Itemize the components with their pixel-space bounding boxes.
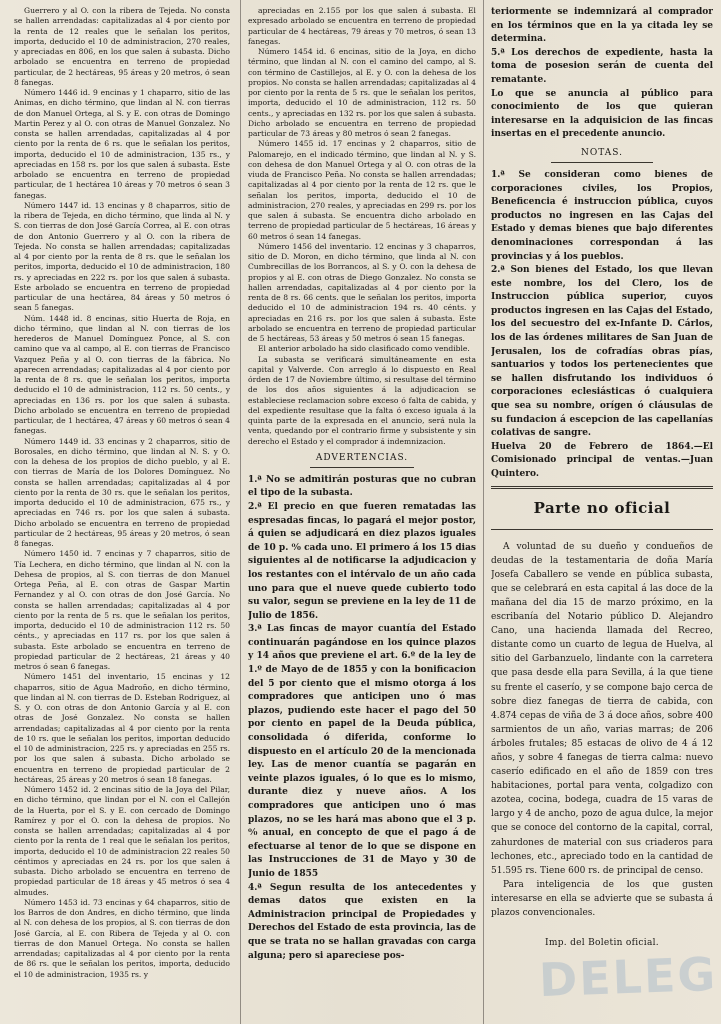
watermark-stamp: DELEG	[538, 946, 718, 1008]
paragraph: Número 1446 id. 9 encinas y 1 chaparro, sitio de las Animas, en dicho término, que lindan al N. con tierras de don Manuel Ortega, al S. y E. con otras de Domingo Martin Perez y al O. con otras de Manuel Gonzalez. No consta se hallen arrendadas, capitalizadas al 4 por ciento por la renta de 6 rs. que le señalan los peritos, importa, deducido el 10 de administracion, 135 rs., y apreciadas en 158 rs. por los que salen á subasta. Este arbolado se encuentra en terreno de propiedad particular, de 1 hectárea 10 áreas y 70 metros ó sean 3 fanegas.	[14, 88, 230, 200]
paragraph: Núm. 1448 id. 8 encinas, sitio Huerta de Roja, en dicho término, que lindan al N. con tierras de los herederos de Manuel Domínguez Ponce, al S. con camino que va al campo, al E. con tierras de Francisco Vazquez Peña y al O. con tierras de la fábrica. No aparecen arrendadas; capitalizadas al 4 por ciento por la renta de 8 rs. que le señalan los peritos, importa deducido el 10 de administracion, 112 rs. 50 cents., y apreciadas en 136 rs. por los que salen á subasta. Dicho arbolado se encuentra en terreno de propiedad particular, de 1 hectárea, 47 áreas y 60 metros ó sean 4 fanegas.	[14, 313, 230, 436]
paragraph: 5.ª Los derechos de expediente, hasta la toma de posesion serán de cuenta del rematante.	[491, 47, 713, 85]
heading-rule	[551, 162, 653, 163]
nota-item: 2.ª Son bienes del Estado, los que llevan este nombre, los del Clero, los de Instruccion pública superior, cuyos productos ingresen en las Cajas del Estado, los del secuestro del ex-Infante D. Cárlos, los de las órdenes militares de San Juan de Jerusalen, los de cofradías obras pías, santuarios y todos los pertenecientes que se hallen disfrutando los individuos ó corporaciones eclesiásticas ó cualquiera que sea su nombre, orígen ó cláusulas de su fundacion á escepcion de las capellanías colativas de sangre.	[491, 265, 713, 439]
paragraph: Número 1451 del inventario, 15 encinas y 12 chaparros, sitio de Agua Madroño, en dicho término, que lindan al N. con tierras de D. Esteban Rodriguez, al S. y O. con otras de don Antonio García y al E. con otras de José Gonzalez. No consta se hallen arrendadas; capitalizadas al 4 por ciento por la renta de 10 rs. que le señalan los peritos, importan deducido el 10 de administracion, 225 rs. y apreciadas en 255 rs. por los que salen á subasta. Dicho arbolado se encuentra en terreno de propiedad particular de 2 hectáreas, 25 áreas y 20 metros ó sean 18 fanegas.	[14, 672, 230, 784]
paragraph: Número 1456 del inventario. 12 encinas y 3 chaparros, sitio de D. Moron, en dicho término, que linda al N. con Cumbrecillas de los Borrancos, al S. y O. con la dehesa de propios y al E. con otras de Diego Gonzalez. No consta se hallen arrendadas, capitalizadas al 4 por ciento por la renta de 8 rs. 66 cents. que le señalan los peritos, importa deducido el 10 de administracion 194 rs. 40 cénts. y apreciadas en 216 rs. por los que salen á subasta. Este arbolado se encuentra en terreno de propiedad particular de 5 hectáreas, 53 áreas y 50 metros ó sean 15 fanegas.	[248, 241, 476, 343]
nota-item: 1.ª Se consideran como bienes de corporaciones civiles, los Propios, Beneficencia é instruccion pública, cuyos productos no ingresen en las Cajas del Estado y demas bienes que bajo diferentes denominaciones correspondan á las provincias y á los pueblos.	[491, 169, 713, 262]
paragraph: Guerrero y al O. con la ribera de Tejeda. No consta se hallen arrendadas: capitalizadas al 4 por ciento por la renta de 12 reales que le señalan los peritos, importa, deducido el 10 de administracion, 270 reales, y apreciadas en 806, en los que salen á subasta. Dicho arbolado se encuentra en terreno de propiedad particular, de 2 hectáreas, 95 áreas y 20 metros, ó sean 8 fanegas.	[14, 6, 230, 87]
advertencia-item: 2.ª El precio en que fueren rematadas las espresadas fincas, lo pagará el mejor postor, á quien se adjudicará en diez plazos iguales de 10 p. ⁰⁄₀ cada uno. El primero á los 15 dias siguientes al de notificarse la adjudicacion y los restantes con el intérvalo de un año cada uno para que el nueve quede cubierto todo su valor, segun se previene en la ley de 11 de Julio de 1856.	[248, 501, 476, 621]
column-right	[491, 6, 713, 948]
sale-notice	[491, 540, 713, 921]
paragraph: Número 1453 id. 73 encinas y 64 chaparros, sitio de los Barros de don Andres, en dicho término, que linda al N. con dehesa de los propios, al S. con tierras de don José García, al E. con Ribera de Tejeda y al O. con tierras de don Manuel Ortega. No consta se hallen arrendadas; capitalizadas al 4 por ciento por la renta de 86 rs. que le señalan los peritos, importa, deducido el 10 de administracion, 1935 rs. y	[14, 897, 230, 979]
paragraph: teriormente se indemnizará al comprador en los términos que en la ya citada ley se determina.	[491, 7, 713, 45]
advertencia-item: 1.ª No se admitirán posturas que no cubran el tipo de la subasta.	[248, 474, 476, 499]
paragraph: Número 1455 id. 17 encinas y 2 chaparros, sitio de Palomarejo, en el indicado término, que lindan al N. y S. con dehesa de don Manuel Ortega y al O. con otras de la viuda de Francisco Peña. No consta se hallen arrendadas; capitalizadas al 4 por ciento por la renta de 12 rs. que le señalan los peritos, importa, deducido el 10 de administracion, 270 reales, y apreciadas en 299 rs. por los que salen á subasta. Se encuentra dicho arbolado en terreno de propiedad particular de 5 hectáreas, 16 áreas y 60 metros ó sean 14 fanegas.	[248, 139, 476, 241]
notas-heading: NOTAS.	[581, 147, 623, 158]
advertencias-heading: ADVERTENCIAS.	[315, 452, 409, 463]
column-middle	[248, 6, 476, 963]
advertencia-item: 3.ª Las fincas de mayor cuantía del Estado continuarán pagándose en los quince plazos y 14 años que previene el art. 6.º de la ley de 1.º de Mayo de de 1855 y con la bonificacion del 5 por ciento que el mismo otorga á los compradores que anticipen uno ó mas plazos, pudiendo este hacer el pago del 50 por ciento en papel de la Deuda pública, consolidada ó diferida, conforme lo dispuesto en el artículo 20 de la mencionada ley. Las de menor cuantía se pagarán en veinte plazos iguales, ó lo que es lo mismo, durante diez y nueve años. A los compradores que anticipen uno ó mas plazos, no se les hará mas abono que el 3 p. ⁰⁄₀ anual, en concepto de que el pago á de efectuarse al tenor de lo que se dispone en las Instrucciones de 31 de Mayo y 30 de Junio de 1855	[248, 624, 476, 879]
section-divider	[491, 529, 713, 530]
paragraph: El anterior arbolado ha sido clasificado como vendible.	[258, 344, 470, 354]
section-title: Parte no oficial	[533, 498, 671, 517]
paragraph: Número 1454 id. 6 encinas, sitio de la Joya, en dicho término, que lindan al N. con el camino del campo, al S. con término de Castillejos, al E. y O. con la dehesa de los propios. No consta se hallen arrendadas; capitalizadas al 4 por ciento por la renta de 5 rs. que le señalan los peritos, importa, deducido el 10 de administracion, 112 rs. 50 cents., y apreciadas en 132 rs. por los que salen á subasta. Dicho arbolado se encuentra en terreno de propiedad particular de 73 áreas y 80 metros ó sean 2 fanegas.	[248, 47, 476, 138]
advertencias-list	[248, 474, 476, 963]
section-divider	[491, 486, 713, 489]
paragraph: Número 1450 id. 7 encinas y 7 chaparros, sitio de Tía Lechera, en dicho término, que lindan al N. con la Dehesa de propios, al S. con tierras de don Manuel Ortega Peña, al E. con otras de Gaspar Martin Fernandez y al O. con otras de don José García. No consta se hallen arrendadas; capitalizadas al 4 por ciento por la renta de 5 rs. que le señalan los peritos, importa, deducido el 10 de administracion 112 rs. 50 cénts., y apreciadas en 117 rs. por los que salen á subasta. Este arbolado se encuentra en terreno de propiedad particular de 2 hectáreas, 21 áreas y 40 metros ó sean 6 fanegas.	[14, 549, 230, 671]
paragraph: apreciadas en 2.155 por los que salen á subasta. El expresado arbolado se encuentra en terreno de propiedad particular de 4 hectáreas, 79 áreas y 70 metros, ó sean 13 fanegas.	[248, 6, 476, 46]
paragraph: Número 1452 id. 2 encinas sitio de la Joya del Pilar, en dicho término, que lindan por el N. con el Callejón de la Huerta, por el S. y E. con cercado de Domingo Ramírez y por el O. con la dehesa de propios. No consta se hallen arrendadas; capitalizadas al 4 por ciento por la renta de 1 real que le señalan los peritos, importa, deducido el 10 de administracion 22 reales 50 céntimos y apreciadas en 24 rs. por los que salen á subasta. Dicho arbolado se encuentra en terreno de propiedad particular de 18 áreas y 45 metros ó sea 4 almudes.	[14, 785, 230, 897]
paragraph: Número 1447 id. 13 encinas y 8 chaparros, sitio de la ribera de Tejeda, en dicho término, que linda al N. y S. con tierras de don José García Correa, al E. con otras de don Antonio Guerrero y al O. con la ribera de Tejeda. No consta se hallen arrendadas; capitalizadas al 4 por ciento por la renta de 8 rs. que le señalan los peritos, importa, deducido el 10 de administracion, 180 rs. y apreciadas en 222 rs. por los que salen á subasta. Este arbolado se encuentra en terreno de propiedad particular de una hectárea, 84 áreas y 50 metros ó sean 5 fanegas.	[14, 200, 230, 313]
column-divider	[240, 0, 241, 1024]
paragraph: Número 1449 id. 33 encinas y 2 chaparros, sitio de Borosales, en dicho término, que lindan al N. S. y O. con la dehesa de los propios de dicho pueblo, y al E. con tierras de María de los Dolores Domínguez. No consta se hallen arrendadas; capitalizadas al 4 por ciento por la renta de 30 rs. que le señalan los peritos, importa deducido el 10 de administracion, 675 rs., y apreciadas en 746 rs. por los que salen á subasta. Dicho arbolado se encuentra en terreno de propiedad particular de 2 hectáreas, 95 áreas y 20 metros, ó sean 8 fanegas.	[14, 436, 230, 548]
paragraph: La subasta se verificará simultáneamente en esta capital y Valverde. Con arreglo á lo dispuesto en Real órden de 17 de Noviembre último, si resultase del término de los dos años siguientes á la adjudicacion se estableciese reclamacion sobre exceso ó falta de cabida, y del expediente resultase que la falta ó exceso iguala á la quinta parte de la expresada en el anuncio, será nula la venta, quedando por el contrario firme y subsistente y sin derecho el Estado y el comprador á indemnizacion.	[248, 354, 476, 446]
column-divider	[483, 0, 484, 1024]
signature-line: Huelva 20 de Febrero de 1864.—El Comisionado principal de ventas.—Juan Quintero.	[491, 441, 713, 479]
inventory-entries	[248, 6, 476, 447]
paragraph: A voluntad de su dueño y condueños de deudas de la testamentaria de doña María Josefa Caballero se vende en pública subasta, que se celebrará en esta capital á las doce de la mañana del dia 15 de marzo próximo, en la escribanía del Notario público D. Alejandro Cano, una hacienda llamada del Recreo, distante como un cuarto de legua de Huelva, al sitio del Garbanzuelo, lindante con la carretera que pasa desde ella para Sevilla, á la que tiene su frente el caserío, y se compone bajo cerca de sobre diez fanegas de tierra de cabida, con 4.874 cepas de viña de 3 á doce años, sobre 400 sarmientos de un año, varias marras; de 206 árboles frutales; 85 estacas de olivo de 4 á 12 años, y sobre 4 fanegas de tierra calma: nuevo caserío edificado en el año de 1859 con tres habitaciones, portal para venta, colgadizo con azotea, cocina, bodega, cuadra de 15 varas de largo y 4 de ancho, pozo de agua dulce, la mejor que se conoce del contorno de la capital, corral, zahurdones de material con sus criaderos para lechones, etc., apreciado todo en la cantidad de 51.595 rs. Tiene 600 rs. de principal de censo.	[491, 541, 713, 876]
paragraph: Lo que se anuncia al público para conocimiento de los que quieran interesarse en la adquisicion de las fincas insertas en el precedente anuncio.	[491, 88, 713, 140]
column-left	[14, 6, 230, 980]
printer-imprint: Imp. del Boletin oficial.	[545, 938, 659, 949]
paragraph: Para inteligencia de los que gusten interesarse en ella se advierte que se subasta á plazos convencionales.	[491, 879, 713, 919]
advertencia-item: 4.ª Segun resulta de los antecedentes y demas datos que existen en la Administracion principal de Propiedades y Derechos del Estado de esta provincia, las de que se trata no se hallan gravadas con carga alguna; pero si apareciese pos-	[248, 882, 476, 961]
closing-paragraphs	[491, 6, 713, 142]
heading-rule	[310, 467, 415, 468]
notas-list	[491, 169, 713, 482]
